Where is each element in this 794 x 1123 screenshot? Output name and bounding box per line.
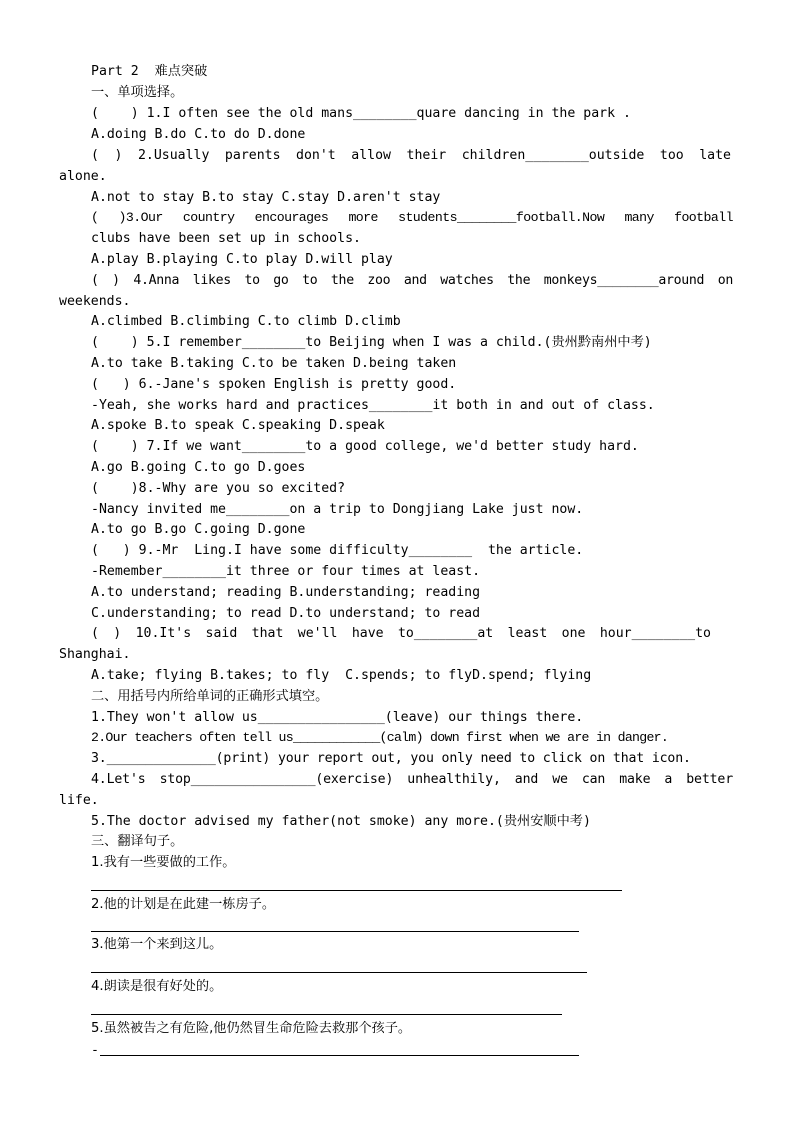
- q9-options-ab: A.to understand; reading B.understanding; reading: [91, 585, 481, 600]
- q8-response: -Nancy invited me________on a trip to Dongjiang Lake just now.: [91, 502, 584, 517]
- fill-item-4-continuation: life.: [59, 793, 99, 808]
- q10-continuation: Shanghai.: [59, 647, 131, 662]
- q5-stem: ( ) 5.I remember________to Beijing when I was a child.(贵州黔南州中考): [91, 335, 652, 350]
- q7-stem: ( ) 7.If we want________to a good college, we'd better study hard.: [91, 439, 639, 454]
- q2-stem: ( ) 2.Usually parents don't allow their children________outside too late: [91, 148, 731, 163]
- q6-stem: ( ) 6.-Jane's spoken English is pretty good.: [91, 377, 457, 392]
- answer-line-5-prefix: -: [91, 1043, 99, 1058]
- translate-item-3: 3.他第一个来到这儿。: [91, 937, 223, 952]
- section3-heading: 三、翻译句子。: [91, 834, 184, 849]
- q8-options: A.to go B.go C.going D.gone: [91, 522, 306, 537]
- fill-item-5: 5.The doctor advised my father(not smoke) any more.(贵州安顺中考): [91, 814, 591, 829]
- section1-heading: 一、单项选择。: [91, 85, 184, 100]
- q2-continuation: alone.: [59, 169, 107, 184]
- q2-options: A.not to stay B.to stay C.stay D.aren't stay: [91, 190, 441, 205]
- q6-options: A.spoke B.to speak C.speaking D.speak: [91, 418, 385, 433]
- fill-item-2: 2.Our teachers often tell us____________(calm) down first when we are in danger.: [91, 730, 669, 745]
- fill-item-3: 3.______________(print) your report out, you only need to click on that icon.: [91, 751, 691, 766]
- q10-stem: ( ) 10.It's said that we'll have to________at least one hour________to: [91, 626, 711, 641]
- q5-options: A.to take B.taking C.to be taken D.being taken: [91, 356, 457, 371]
- translate-item-1: 1.我有一些要做的工作。: [91, 855, 236, 870]
- q8-stem: ( )8.-Why are you so excited?: [91, 481, 346, 496]
- q4-stem: ( ) 4.Anna likes to go to the zoo and watches the monkeys________around on: [91, 273, 733, 288]
- fill-item-4: 4.Let's stop________________(exercise) unhealthily, and we can make a better: [91, 772, 733, 787]
- q6-response: -Yeah, she works hard and practices________it both in and out of class.: [91, 398, 655, 413]
- answer-line-3: [91, 972, 587, 973]
- q3-continuation: clubs have been set up in schools.: [91, 231, 361, 246]
- part-title: Part 2 难点突破: [91, 64, 208, 79]
- q4-options: A.climbed B.climbing C.to climb D.climb: [91, 314, 401, 329]
- q9-stem: ( ) 9.-Mr Ling.I have some difficulty________ the article.: [91, 543, 584, 558]
- q10-options: A.take; flying B.takes; to fly C.spends; to flyD.spend; flying: [91, 668, 592, 683]
- q3-stem: ( )3.Our country encourages more students________football.Now many football: [91, 210, 733, 225]
- q7-options: A.go B.going C.to go D.goes: [91, 460, 306, 475]
- answer-line-5: [100, 1055, 579, 1056]
- answer-line-2: [91, 931, 579, 932]
- q1-options: A.doing B.do C.to do D.done: [91, 127, 306, 142]
- translate-item-4: 4.朗读是很有好处的。: [91, 979, 223, 994]
- translate-item-2: 2.他的计划是在此建一栋房子。: [91, 897, 276, 912]
- q1-stem: ( ) 1.I often see the old mans________quare dancing in the park .: [91, 106, 631, 121]
- q9-response: -Remember________it three or four times at least.: [91, 564, 481, 579]
- q4-continuation: weekends.: [59, 294, 131, 309]
- section2-heading: 二、用括号内所给单词的正确形式填空。: [91, 689, 329, 704]
- fill-item-1: 1.They won't allow us________________(leave) our things there.: [91, 710, 584, 725]
- answer-line-4: [91, 1014, 562, 1015]
- answer-line-1: [91, 890, 622, 891]
- q3-options: A.play B.playing C.to play D.will play: [91, 252, 393, 267]
- q9-options-cd: C.understanding; to read D.to understand; to read: [91, 606, 481, 621]
- translate-item-5: 5.虽然被告之有危险,他仍然冒生命危险去救那个孩子。: [91, 1021, 412, 1036]
